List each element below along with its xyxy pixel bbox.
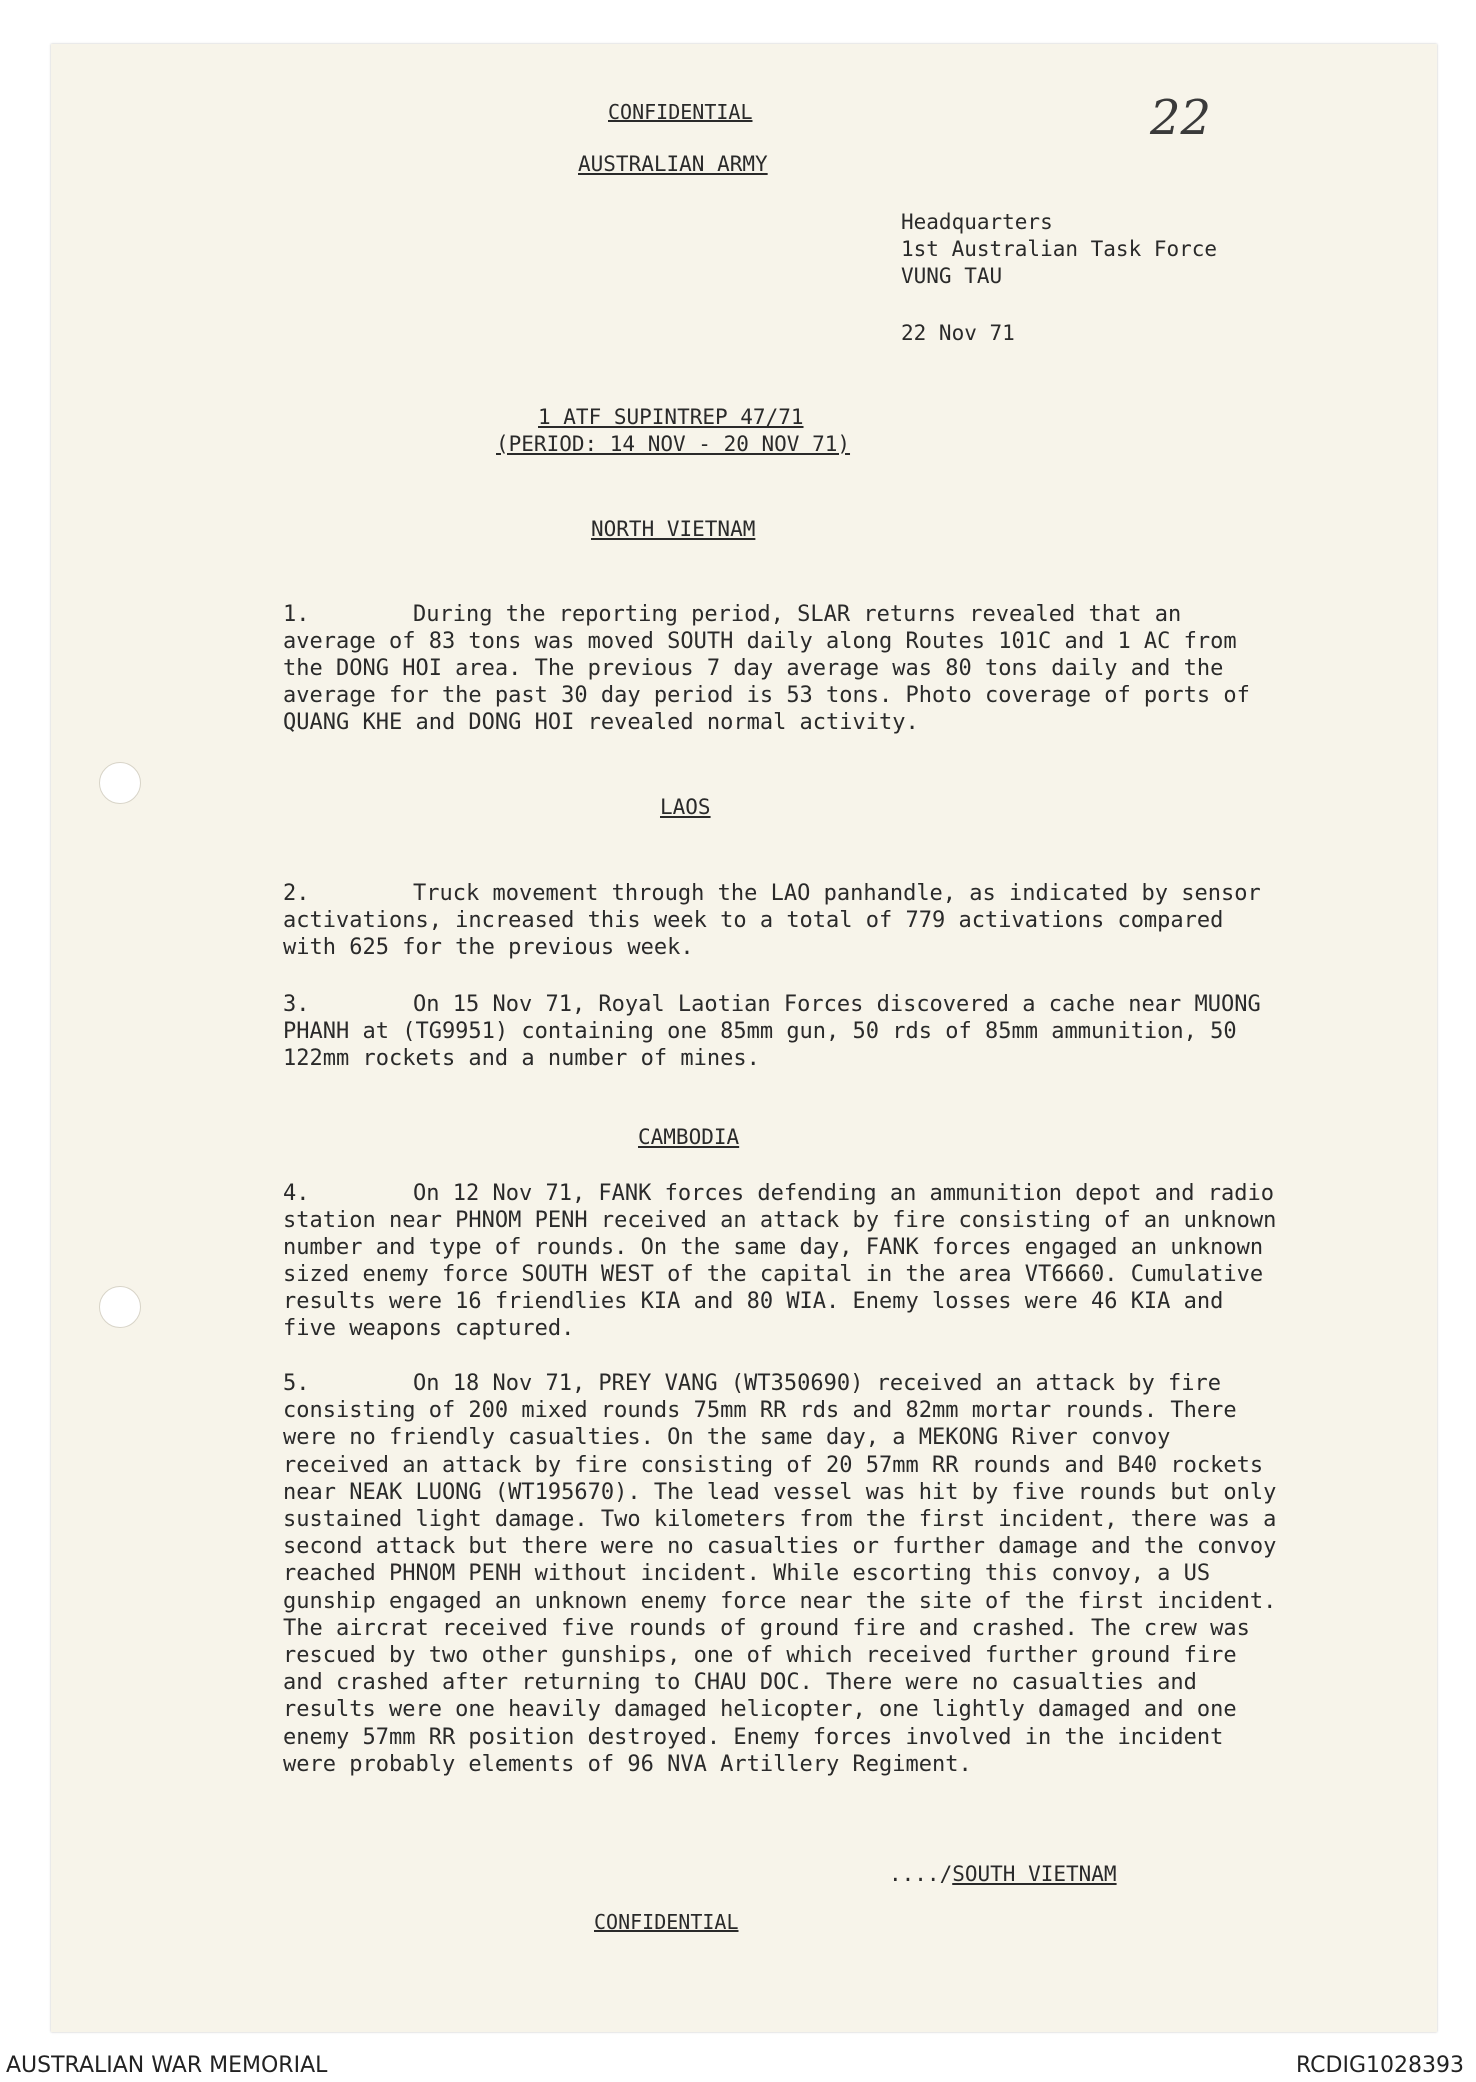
paragraph-text: Truck movement through the LAO panhandle, as indicated by sensor activations, increased this week to a total of 779 activations compared with 625 for the previous week.	[283, 881, 1261, 960]
report-title: 1 ATF SUPINTREP 47/71	[538, 405, 804, 429]
paragraph-text: On 18 Nov 71, PREY VANG (WT350690) received an attack by fire consisting of 200 mixed rounds 75mm RR rds and 82mm mortar rounds. There were no friendly casualties. On the same day, a MEKONG River convoy received an attack by fire consisting of 20 57mm RR rounds and B40 rockets near NEAK LUONG (WT195670). The lead vessel was hit by five rounds but only sustained light damage. Two kilometers from the first incident, there was a second attack but there were no casualties or further damage and the convoy reached PHNOM PENH without incident. While escorting this convoy, a US gunship engaged an unknown enemy force near the site of the first incident. The aircrat received five rounds of ground fire and crashed. The crew was rescued by two other gunships, one of which received further ground fire and crashed after returning to CHAU DOC. There were no casualties and results were one heavily damaged helicopter, one lightly damaged and one enemy 57mm RR position destroyed. Enemy forces involved in the incident were probably elements of 96 NVA Artillery Regiment.	[283, 1371, 1277, 1777]
paragraph-number: 1.	[283, 602, 310, 627]
paragraph-text: During the reporting period, SLAR returns revealed that an average of 83 tons was moved SOUTH daily along Routes 101C and 1 AC from the DONG HOI area. The previous 7 day average was 80 tons daily and the average for the past 30 day period is 53 tons. Photo coverage of ports of QUANG KHE and DONG HOI revealed normal activity.	[283, 602, 1250, 735]
section-heading-laos: LAOS	[660, 795, 711, 819]
paragraph-text: On 12 Nov 71, FANK forces defending an ammunition depot and radio station near PHNOM PENH received an attack by fire consisting of an unknown number and type of rounds. On the same day, FANK forces engaged an unknown sized enemy force SOUTH WEST of the capital in the area VT6660. Cumulative results were 16 friendlies KIA and 80 WIA. Enemy losses were 46 KIA and five weapons captured.	[283, 1181, 1277, 1341]
punch-hole	[99, 762, 141, 804]
continuation-note	[889, 1862, 1117, 1886]
classification-top: CONFIDENTIAL	[608, 100, 753, 124]
report-period: (PERIOD: 14 NOV - 20 NOV 71)	[496, 432, 851, 456]
paragraph-3	[283, 991, 1283, 1072]
archive-reference: RCDIG1028393	[1295, 2053, 1464, 2078]
continuation-next-section: SOUTH VIETNAM	[952, 1862, 1117, 1886]
paragraph-5	[283, 1370, 1283, 1778]
classification-bottom: CONFIDENTIAL	[594, 1910, 739, 1934]
punch-hole	[99, 1286, 141, 1328]
paragraph-4	[283, 1180, 1283, 1342]
paragraph-1	[283, 601, 1283, 736]
paragraph-number: 2.	[283, 881, 310, 906]
paragraph-text: On 15 Nov 71, Royal Laotian Forces discovered a cache near MUONG PHANH at (TG9951) containing one 85mm gun, 50 rds of 85mm ammunition, 50 122mm rockets and a number of mines.	[283, 992, 1261, 1071]
paragraph-number: 3.	[283, 992, 310, 1017]
report-date: 22 Nov 71	[901, 321, 1015, 345]
hq-line-2: 1st Australian Task Force	[901, 237, 1218, 261]
section-heading-north-vietnam: NORTH VIETNAM	[591, 517, 756, 541]
archive-footer	[0, 2050, 1476, 2082]
hq-line-1: Headquarters	[901, 210, 1053, 234]
continuation-dots: ..../	[889, 1862, 953, 1886]
section-heading-cambodia: CAMBODIA	[638, 1125, 740, 1149]
hq-line-3: VUNG TAU	[901, 264, 1003, 288]
handwritten-page-number: 22	[1150, 90, 1212, 146]
paragraph-2	[283, 880, 1283, 961]
army-heading: AUSTRALIAN ARMY	[578, 152, 768, 176]
paragraph-number: 4.	[283, 1181, 310, 1206]
archive-name: AUSTRALIAN WAR MEMORIAL	[6, 2053, 328, 2078]
paragraph-number: 5.	[283, 1371, 310, 1396]
